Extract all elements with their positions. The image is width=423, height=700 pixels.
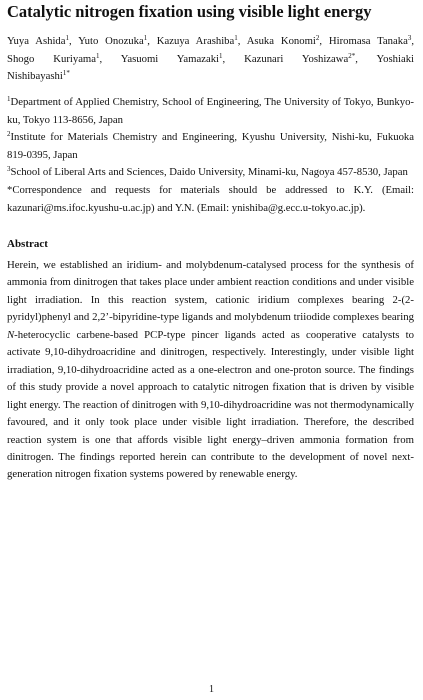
affiliation-list	[7, 94, 414, 217]
correspondence-note: *Correspondence and requests for materials should be addressed to K.Y. (Email: kazunari@ms.ifoc.kyushu-u.ac.jp) and Y.N. (Email: ynishiba@g.ecc.u-tokyo.ac.jp).	[7, 183, 414, 214]
author-line: Shogo Kuriyama$^1$, Yasuomi Yamazaki$^1$, Kazunari Yoshizawa$^{2*}$, Yoshiaki	[7, 51, 415, 65]
affiliation-text: School of Liberal Arts and Sciences, Daido University, Minami-ku, Nagoya 457-8530, Japan	[10, 166, 408, 179]
affiliation-text: Institute for Materials Chemistry and Engineering, Kyushu University, Nishi-ku, Fukuoka 819-0395, Japan	[7, 131, 414, 161]
author-name: Kazuya Arashiba	[156, 35, 235, 47]
italic-n: N	[7, 328, 15, 341]
affiliation-mark: 2	[7, 130, 11, 139]
author-name: Kazunari Yoshizawa	[244, 52, 349, 65]
affiliation-mark: 3	[7, 165, 11, 174]
author-name-first: Yoshiaki	[376, 52, 415, 65]
page-number: 1	[209, 684, 214, 695]
abstract-body: Herein, we established an iridium- and molybdenum-catalysed process for the synthesis of ammonia from dinitrogen that takes place under ambient reaction conditions and under visible light irradiation. In this reaction system, cationic iridium complexes bearing 2-(2-pyridyl)phenyl and 2,2’-bipyridine-type ligands and molybdenum triiodide complexes bearing N-heterocyclic carbene-based PCP-type pincer ligands acted as cooperative catalysts to activate 9,10-dihydroacridine and dinitrogen, respectively. Interestingly, under visible light irradiation, 9,10-dihydroacridine acted as a one-electron and one-proton source. The findings of this study provide a novel approach to catalytic nitrogen fixation that is driven by visible light energy. The reaction of dinitrogen with 9,10-dihydroacridine was not thermodynamically favoured, and it only took place under visible light irradiation. Therefore, the described reaction system is one that affords visible light energy–driven ammonia formation from dinitrogen. The findings reported herein can contribute to the development of novel next-generation nitrogen fixation systems powered by renewable energy.	[7, 259, 414, 481]
author-name: Yuya Ashida	[7, 35, 66, 47]
paper-title: Catalytic nitrogen fixation using visible light energy	[7, 2, 372, 21]
author-name: Asuka Konomi	[246, 35, 316, 47]
author-line: Yuya Ashida$^1$, Yuto Onozuka$^1$, Kazuya Arashiba$^1$, Asuka Konomi$^2$, Hiromasa Tanaka$^3$,	[7, 34, 414, 47]
author-name: Shogo Kuriyama	[7, 52, 96, 65]
author-name-last: Nishibayashi	[7, 70, 63, 82]
author-affiliation-mark: 1	[219, 51, 223, 60]
author-affiliation-mark: 1	[65, 34, 69, 42]
author-line	[7, 68, 414, 86]
author-list	[7, 33, 414, 86]
affiliation-1	[7, 94, 414, 129]
author-name: Hiromasa Tanaka	[328, 35, 408, 47]
abstract-heading: Abstract	[7, 238, 48, 250]
author-affiliation-mark: 1	[234, 34, 238, 42]
author-affiliation-mark: 3	[407, 34, 412, 42]
affiliation-text: Department of Applied Chemistry, School of Engineering, The University of Tokyo, Bunkyo-ku, Tokyo 113-8656, Japan	[7, 96, 414, 126]
author-affiliation-mark: 1*	[62, 69, 70, 77]
author-name: Yasuomi Yamazaki	[120, 52, 220, 65]
author-affiliation-mark: 2	[315, 34, 320, 42]
author-affiliation-mark: 1	[143, 34, 148, 42]
affiliation-3	[7, 164, 414, 182]
author-affiliation-mark: 2*	[348, 51, 356, 60]
author-affiliation-mark: 1	[96, 51, 100, 60]
affiliation-2	[7, 129, 414, 164]
author-name: Yuto Onozuka	[78, 35, 144, 47]
affiliation-mark: 1	[7, 95, 11, 103]
